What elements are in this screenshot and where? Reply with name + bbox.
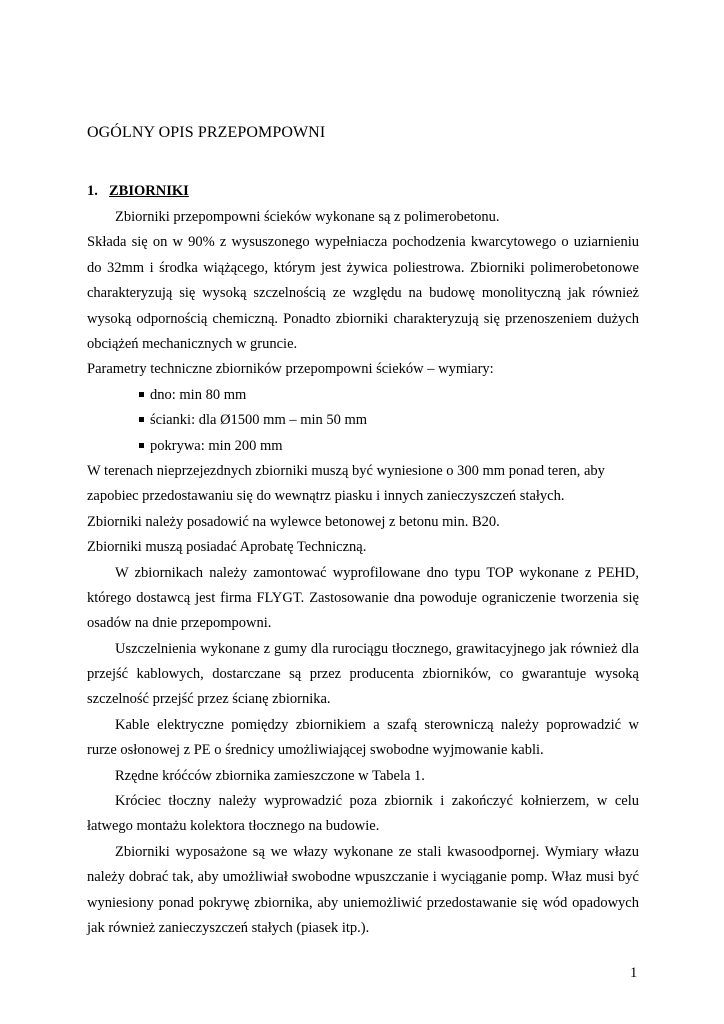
- text-line: W terenach nieprzejezdnych zbiorniki muszą być wyniesione o 300 mm ponad teren, aby: [87, 463, 605, 479]
- text-line: należy dobrać tak, aby umożliwiał swobodne wpuszczanie i wyciąganie pomp. Właz musi być: [87, 869, 639, 885]
- text-line: Zbiorniki muszą posiadać Aprobatę Techniczną.: [87, 539, 367, 555]
- bullet-item: [139, 386, 246, 404]
- bullet-item: [139, 437, 283, 455]
- bullet-text: ścianki: dla Ø1500 mm – min 50 mm: [150, 412, 368, 428]
- text-line: którego dostawcą jest firma FLYGT. Zastosowanie dna powoduje ograniczenie tworzenia się: [87, 590, 639, 606]
- text-line: Zbiorniki przepompowni ścieków wykonane są z polimerobetonu.: [115, 209, 500, 225]
- text-line: przejść kablowych, dostarczane są przez producenta zbiorników, co gwarantuje wysoką: [87, 666, 639, 682]
- text-line: W zbiornikach należy zamontować wyprofilowane dno typu TOP wykonane z PEHD,: [115, 565, 639, 581]
- text-line: Składa się on w 90% z wysuszonego wypełniacza pochodzenia kwarcytowego o uziarnieniu: [87, 234, 639, 250]
- text-line: charakteryzują się wysoką szczelnością ze względu na budowę monolityczną jak również: [87, 285, 639, 301]
- section-heading: [87, 183, 189, 200]
- text-line: szczelność przejść przez ścianę zbiornika.: [87, 691, 331, 707]
- bullet-square-icon: [139, 392, 144, 397]
- page-number: 1: [630, 965, 638, 981]
- text-line: łatwego montażu kolektora tłocznego na budowie.: [87, 818, 380, 834]
- text-line: Parametry techniczne zbiorników przepompowni ścieków – wymiary:: [87, 361, 494, 377]
- text-line: Rzędne króćców zbiornika zamieszczone w Tabela 1.: [115, 768, 425, 784]
- text-line: do 32mm i środka wiążącego, którym jest żywica poliestrowa. Zbiorniki polimerobetonowe: [87, 260, 639, 276]
- section-number: 1.: [87, 183, 98, 199]
- text-line: wyniesiony ponad pokrywę zbiornika, aby uniemożliwić przedostawanie się wód opadowych: [87, 895, 639, 911]
- text-line: jak również zanieczyszczeń stałych (piasek itp.).: [87, 920, 370, 936]
- text-line: Kable elektryczne pomiędzy zbiornikiem a szafą sterowniczą należy poprowadzić w: [115, 717, 639, 733]
- text-line: wysoką odpornością chemiczną. Ponadto zbiorniki charakteryzują się przenoszeniem dużych: [87, 311, 639, 327]
- text-line: osadów na dnie przepompowni.: [87, 615, 272, 631]
- text-line: Króciec tłoczny należy wyprowadzić poza zbiornik i zakończyć kołnierzem, w celu: [115, 793, 639, 809]
- document-title: OGÓLNY OPIS PRZEPOMPOWNI: [87, 124, 326, 141]
- text-line: zapobiec przedostawaniu się do wewnątrz piasku i innych zanieczyszczeń stałych.: [87, 488, 565, 504]
- text-line: obciążeń mechanicznych w gruncie.: [87, 336, 298, 352]
- bullet-square-icon: [139, 443, 144, 448]
- bullet-item: [139, 411, 367, 429]
- bullet-text: pokrywa: min 200 mm: [150, 438, 283, 454]
- text-line: Zbiorniki wyposażone są we włazy wykonane ze stali kwasoodpornej. Wymiary włazu: [115, 844, 639, 860]
- text-line: Zbiorniki należy posadowić na wylewce betonowej z betonu min. B20.: [87, 514, 500, 530]
- text-line: rurze osłonowej z PE o średnicy umożliwiającej swobodne wyjmowanie kabli.: [87, 742, 544, 758]
- text-line: Uszczelnienia wykonane z gumy dla rurociągu tłocznego, grawitacyjnego jak również dla: [115, 641, 639, 657]
- section-label: ZBIORNIKI: [109, 183, 189, 199]
- bullet-square-icon: [139, 417, 144, 422]
- bullet-text: dno: min 80 mm: [150, 387, 247, 403]
